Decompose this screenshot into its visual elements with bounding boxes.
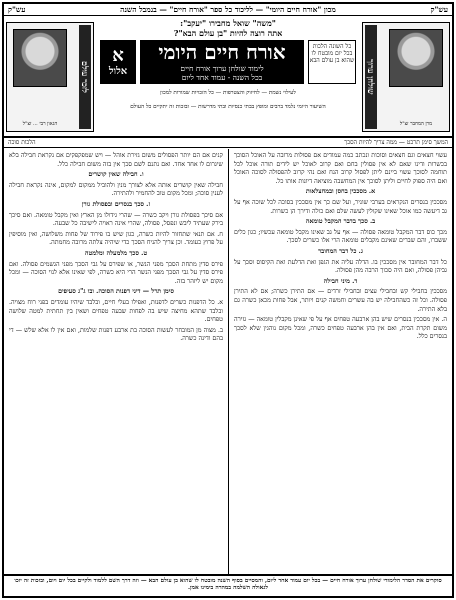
contact-line: לעילוי נשמת — לחיזוק והצטרפות — כל הזכויות שמורות למכון <box>160 90 296 96</box>
right-portrait-caption: מרן המחבר זצ"ל <box>399 121 433 127</box>
left-portrait-caption: הגאון רבי ... זצ"ל <box>22 121 58 127</box>
masthead <box>4 16 452 138</box>
top-center-label: מכון "אורח חיים היומי" — לליכוד כל ספר "אורח חיים" — בנמבל השנה <box>120 5 336 14</box>
left-scroll-bar: לזכר עולם <box>79 25 91 129</box>
section-heading: סימן תרל — דיני דפנות הסוכה. ובו ג"ג סעיפים <box>58 288 174 296</box>
right-scroll-panel <box>362 22 450 132</box>
footer-note: סוקרים את הסדר הלימודי שולחן ערוך אורח חיים — בכל יום עמוד אחד ליום, והמסיים בסוף השנה מובטח לו שהוא בן עולם הבא — וזה דרך השם ללמוד ולקיים בכל יום ויום, ובזכות זה יזכו לגאולה השלמה במהרה בימינו אמן. <box>4 574 452 596</box>
paragraph: פירס סדין מתחת הסכך מפני הנשר, או שפירס על גבי הסכך מפני הגשמים פסולה. ואם פירס סדין על גבי הסכך מפני הנשר הרי היא כשרה, לפי שאינו אלא לנוי הסוכה — ומכל מקום יש ליזהר בזה. <box>9 260 223 285</box>
section-strip-left: הלכות סוכה <box>8 139 36 146</box>
paragraph: ה. אין מסככין בנסרים שיש בהן ארבעה טפחים אף על פי שאינן מקבלין טומאה — גזירה משום תקרת הבית, ואם אין בהן ארבעה טפחים כשרה, ומכל מקום נוהגין שלא לסכך בנסרים כלל. <box>234 316 447 341</box>
masthead-note: השיעור היומי נלמד ברבים ומופץ בבתי כנסיות ובתי מדרשות — ובזכות זה יתקיים כל העולם <box>130 104 326 110</box>
section-heading: ט. סכך מלמעלה ומלמטה <box>84 249 148 257</box>
top-right-label: עש"ק <box>430 5 448 14</box>
paragraph: חבילה שאין קושרים אותה אלא לצורך מנין ולהוביל ממקום למקום, אינה נקראת חבילה לענין סוכה; ומכל מקום טוב להחמיר ולהתירה. <box>9 181 223 198</box>
masthead-center <box>100 18 356 134</box>
title-row <box>100 40 356 86</box>
section-heading: א. מסככין בחסן ובמחצלאות <box>305 188 376 196</box>
paragraph: קנים אם הם יותר הפסולים משום גזירת אוהל — ויש שמפקפקים אם נקראת חבילה בלא שיגרום לו אחד אחד. ואם נתנם לשם סכך אין בזה משום חבילה כלל. <box>9 152 223 168</box>
section-strip-right: המשך סימן תרכט — ממה צריך להיות הסכך <box>344 139 448 146</box>
left-column <box>4 149 228 574</box>
paragraph: עשוי חצאים וגם חצאים וסוכות ונכתב כמה עמודים אם פסולות מרובה על האוכל הסוכך בכשרות ודינו שאם לא אין פסולין בחם ואם קרוב לאוכל יש לידים תורה אוכל לכל תוחמה לסוכך עשוי ביינם ליתן לפסול קרוב הנח ואם נהי קרוב להפסולה לסוכה האוכל ואם היה ספוק לחיים וליתן לסוכך אין המחשבה מוציאה דיונות אותו כל. <box>234 152 447 185</box>
paragraph: מסככין בחבילי קש ובחבילי עצים ובחבילי זרדים — אם התירן כשרה; אם לא התירן פסולה. וכל זה כשהחבילה יש בה עשרים וחמשה קנים ויותר, אבל פחות מכאן כשרה גם בלא התירה. <box>234 288 447 313</box>
main-title: אורח חיים היומי <box>158 40 286 64</box>
newsletter-page <box>2 2 454 598</box>
section-heading: ג. כל דבר המחובר <box>318 247 363 255</box>
top-strip <box>4 4 452 16</box>
section-heading: ב. סכך בדבר המקבל טומאה <box>305 218 376 226</box>
right-column <box>228 149 452 574</box>
paragraph: מסככין בנסרים הנקראים בערבי שוניר, ועל שם כך אין מסככין בסוכה לכל שוכה אף על גב דיעשה כמו אוכל שאינו שקולין לעשה שלם ואם כולה ודירך הן כשרות. <box>234 198 447 215</box>
right-portrait-image <box>389 29 443 87</box>
daily-study-box: כל השונה הלכות בכל יום מובטח לו שהוא בן עולם הבא <box>308 40 356 84</box>
section-strip <box>4 138 452 148</box>
motto-line-1: "משה" שואל מחבירו "יעקב": <box>180 18 276 28</box>
paragraph: מכך כוס דבר המקבל טומאה פסולה — אף על גב שאינו מקבל טומאה עכשיו; כגון כלים ששברו, והם שברים שאינם מקבלים טומאה הרי אלו כשרים לסכך. <box>234 228 447 245</box>
date-month: אלול <box>108 66 128 77</box>
paragraph: ח. אם תנאי שתחזור להיות כשרה, כגון שיש בו פירוד של פחות משלושה, ואין מוסיפין על פרוץ כעומד. וכן צריך להניח הסכך כדי שיהיה צלתה מרובה מחמתה. <box>9 230 223 247</box>
left-scroll-panel <box>6 22 94 132</box>
left-portrait-image <box>13 29 67 87</box>
right-scroll-bar: שולחן ערוך <box>365 25 377 129</box>
paragraph: אם סיכך בפסולת גורן ויקב כשרה — שהרי גידולו מן הארץ ואין מקבל טומאה. ואם סיכך בירק שעתיד ליבש ונפסל, פסולה, שהרי אינה ראויה לישיבה כל שבעה. <box>9 211 223 228</box>
subtitle-2: בכל השנה - עמוד אחד ליום <box>181 73 263 82</box>
motto-line-2: אתה רוצה להיות "בן עולם הבא"? <box>173 28 283 38</box>
section-heading: ז. סכך בנסרים ובפסולת גורן <box>81 200 151 208</box>
paragraph: ב. מצוה מן המובחר לעשות הסוכה בת ארבע דפנות שלמות, ואם אין לו אלא שלש — די בהם ודינה כשרה. <box>9 326 223 343</box>
paragraph: א. כל הדפנות כשרים לדפנות, ואפילו בעלי חיים, ובלבד שיהיו עומדים בפני רוח מצויה. ובלבד שתהא מחיצה שיש בה לפחות שבעה טפחים ושאין בין תחתית למטה שלושה טפחים. <box>9 298 223 324</box>
date-day: א <box>112 45 124 66</box>
main-title-block <box>140 40 304 84</box>
paragraph: כל דבר המחובר אין מסככין בו. הדלה עליה את הגפן ואת הדלעת ואת הקיסוס וסכך על גביהן פסולה, ואם היה סכוך הרבה מהן פסולה. <box>234 258 447 275</box>
top-left-label: עש"ק <box>8 5 26 14</box>
subtitle-1: לימוד שולחן ערוך אורח חיים <box>180 64 264 73</box>
date-badge <box>100 40 136 84</box>
section-heading: ד. מיני חבילה <box>323 277 358 285</box>
section-heading: ו. חבילה שאין קושרים <box>88 171 144 179</box>
text-columns <box>4 149 452 574</box>
